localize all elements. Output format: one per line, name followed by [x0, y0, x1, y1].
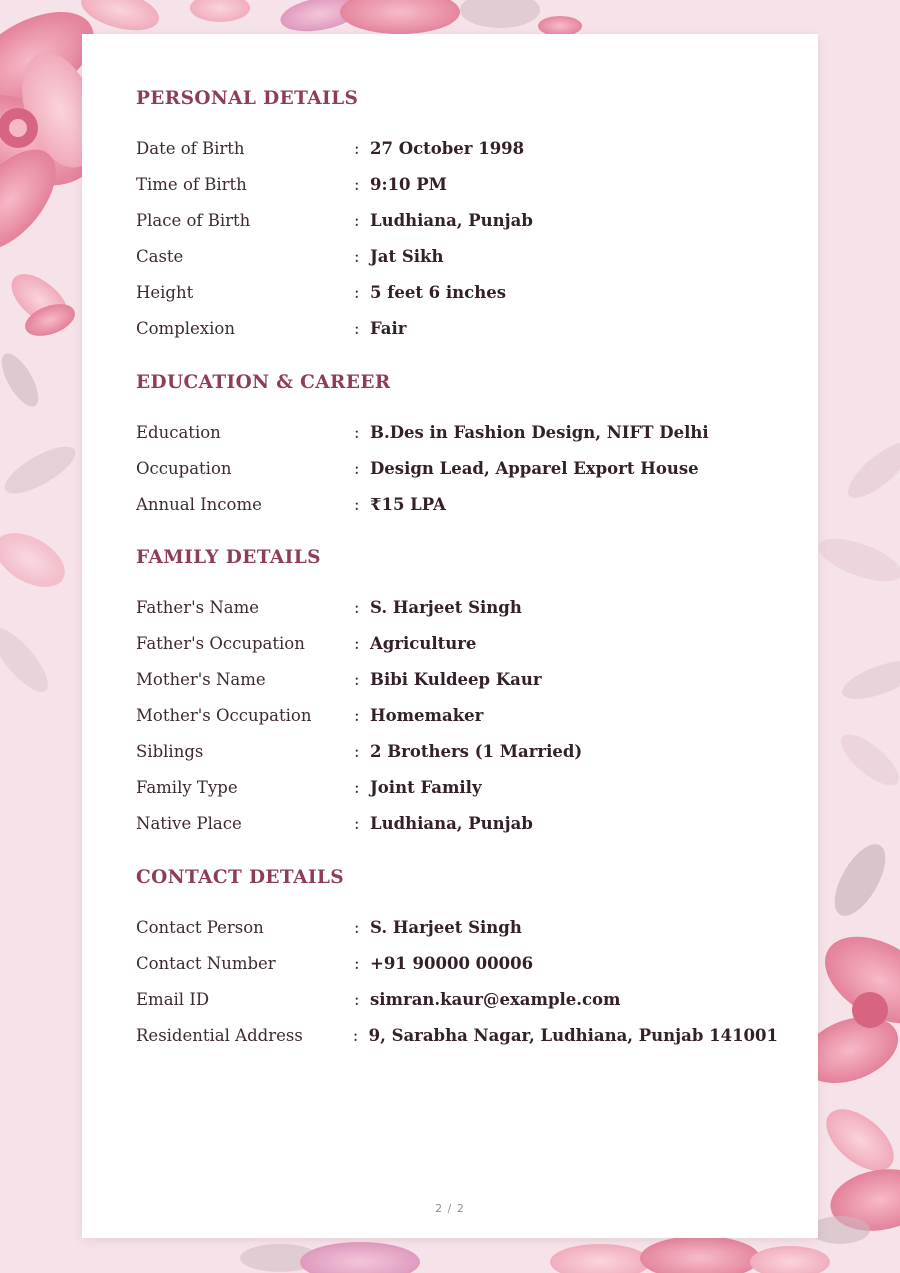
field-value: 27 October 1998 — [370, 138, 525, 158]
detail-row — [136, 661, 778, 697]
separator: : — [354, 705, 360, 725]
family-details-section — [136, 545, 778, 841]
field-label: Occupation — [136, 458, 232, 478]
field-value: Jat Sikh — [370, 246, 444, 266]
separator: : — [354, 282, 360, 302]
field-value: Bibi Kuldeep Kaur — [370, 669, 542, 689]
field-value: 2 Brothers (1 Married) — [370, 741, 583, 761]
separator: : — [354, 246, 360, 266]
field-label: Father's Name — [136, 597, 260, 617]
biodata-page — [82, 34, 818, 1238]
detail-row — [136, 981, 778, 1017]
detail-row — [136, 1017, 778, 1053]
field-label: Place of Birth — [136, 210, 251, 230]
field-label: Mother's Name — [136, 669, 266, 689]
field-label: Father's Occupation — [136, 633, 305, 653]
education-career-section — [136, 370, 778, 522]
field-label: Native Place — [136, 813, 242, 833]
separator: : — [354, 917, 360, 937]
detail-row — [136, 805, 778, 841]
field-label: Residential Address — [136, 1025, 303, 1045]
field-label: Date of Birth — [136, 138, 245, 158]
separator: : — [354, 989, 360, 1009]
field-value: ₹15 LPA — [370, 494, 446, 514]
field-value: 5 feet 6 inches — [370, 282, 507, 302]
field-label: Complexion — [136, 318, 235, 338]
field-value: Ludhiana, Punjab — [370, 813, 533, 833]
detail-row — [136, 274, 778, 310]
field-label: Education — [136, 422, 221, 442]
field-label: Annual Income — [136, 494, 262, 514]
detail-row — [136, 450, 778, 486]
detail-row — [136, 945, 778, 981]
field-label: Contact Number — [136, 953, 276, 973]
field-value: S. Harjeet Singh — [370, 597, 522, 617]
field-value: Fair — [370, 318, 407, 338]
detail-row — [136, 414, 778, 450]
page-number: 2 / 2 — [435, 1202, 465, 1215]
flowers-bottom-strip — [240, 1236, 830, 1273]
separator: : — [354, 422, 360, 442]
field-value: Design Lead, Apparel Export House — [370, 458, 699, 478]
personal-details-section — [136, 86, 778, 346]
separator: : — [354, 953, 360, 973]
separator: : — [354, 813, 360, 833]
separator: : — [352, 1025, 359, 1045]
detail-row — [136, 310, 778, 346]
separator: : — [354, 138, 360, 158]
separator: : — [354, 669, 360, 689]
separator: : — [354, 210, 360, 230]
separator: : — [354, 597, 360, 617]
field-value: Agriculture — [370, 633, 477, 653]
field-label: Caste — [136, 246, 184, 266]
field-value: Homemaker — [370, 705, 484, 725]
separator: : — [354, 741, 360, 761]
field-label: Height — [136, 282, 194, 302]
detail-row — [136, 625, 778, 661]
field-value: Ludhiana, Punjab — [370, 210, 533, 230]
detail-row — [136, 733, 778, 769]
separator: : — [354, 174, 360, 194]
email-value: simran.kaur@example.com — [370, 989, 621, 1009]
separator: : — [354, 777, 360, 797]
section-title: CONTACT DETAILS — [136, 867, 345, 888]
separator: : — [354, 458, 360, 478]
separator: : — [354, 633, 360, 653]
field-label: Time of Birth — [136, 174, 247, 194]
address-value: 9, Sarabha Nagar, Ludhiana, Punjab 141001 — [368, 1025, 778, 1045]
field-value: B.Des in Fashion Design, NIFT Delhi — [370, 422, 709, 442]
section-title: PERSONAL DETAILS — [136, 88, 359, 109]
contact-number-value: +91 90000 00006 — [370, 953, 534, 973]
detail-row — [136, 166, 778, 202]
detail-row — [136, 769, 778, 805]
contact-details-section — [136, 865, 778, 1053]
leaves-right — [813, 434, 900, 794]
section-title: FAMILY DETAILS — [136, 547, 321, 568]
separator: : — [354, 494, 360, 514]
detail-row — [136, 589, 778, 625]
section-title: EDUCATION & CAREER — [136, 372, 391, 393]
flowers-top-strip — [77, 0, 582, 38]
field-value: Joint Family — [370, 777, 482, 797]
field-value: S. Harjeet Singh — [370, 917, 522, 937]
separator: : — [354, 318, 360, 338]
field-label: Mother's Occupation — [136, 705, 312, 725]
detail-row — [136, 202, 778, 238]
field-label: Siblings — [136, 741, 204, 761]
detail-row — [136, 130, 778, 166]
field-label: Family Type — [136, 777, 238, 797]
field-value: 9:10 PM — [370, 174, 447, 194]
detail-row — [136, 486, 778, 522]
field-label: Contact Person — [136, 917, 264, 937]
detail-row — [136, 909, 778, 945]
detail-row — [136, 697, 778, 733]
field-label: Email ID — [136, 989, 210, 1009]
detail-row — [136, 238, 778, 274]
